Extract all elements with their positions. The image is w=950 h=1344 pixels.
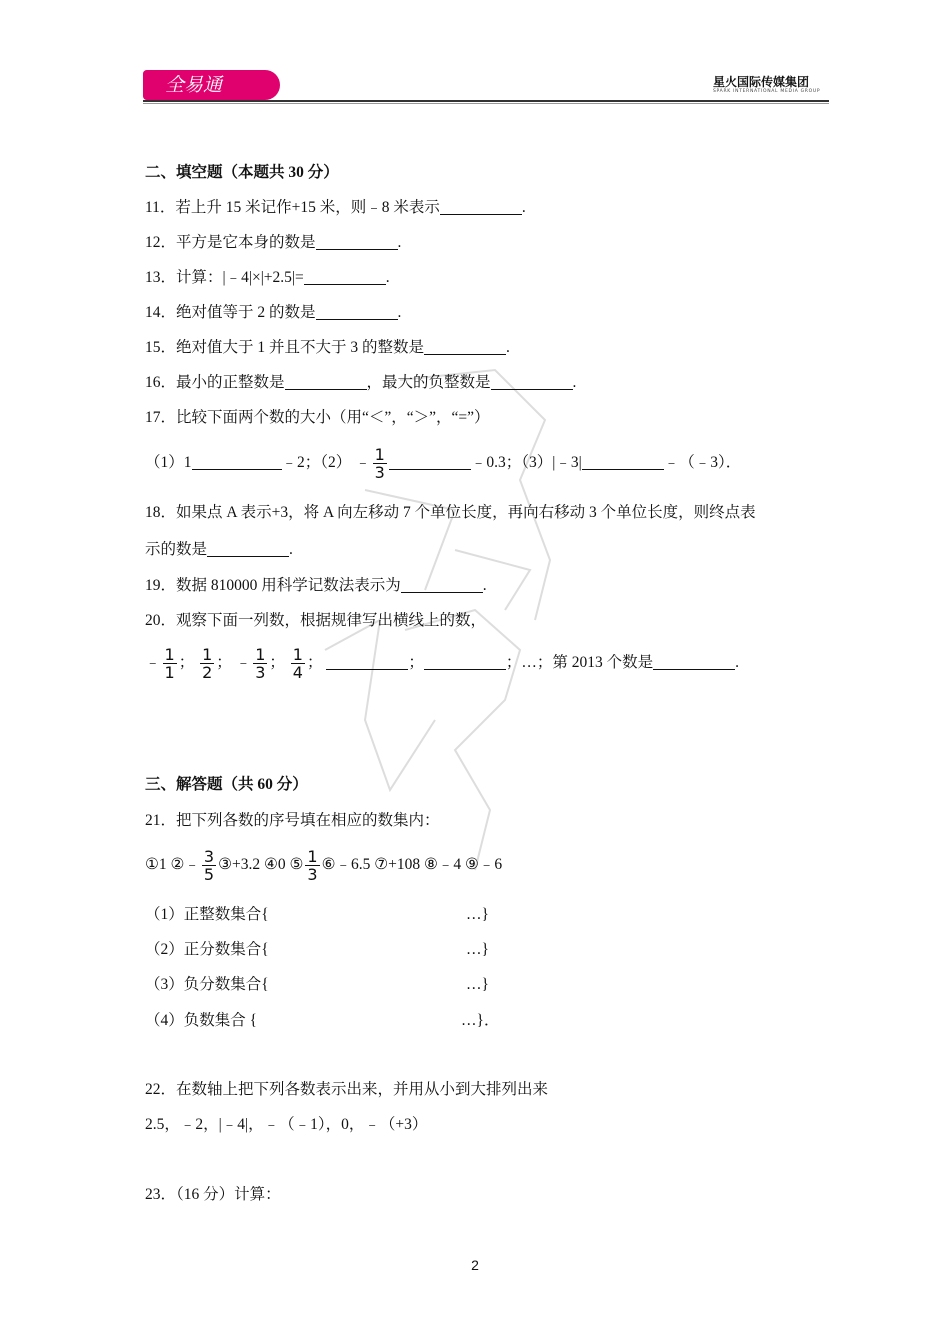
numbers-part-3: ⑥﹣6.5 ⑦+108 ⑧﹣4 ⑨﹣6: [321, 856, 503, 873]
question-22: [145, 1080, 548, 1100]
part-3-tail: ﹣（﹣3）．: [663, 454, 742, 471]
numbers-part-2: ③+3.2 ④0 ⑤: [218, 856, 304, 873]
fraction-denominator: 3: [307, 864, 318, 884]
answer-blank[interactable]: [491, 375, 573, 390]
question-16-text-a: 16．最小的正整数是: [145, 374, 285, 391]
question-15-text: 15．绝对值大于 1 并且不大于 3 的整数是: [145, 339, 425, 356]
period: .: [397, 304, 402, 321]
fraction-numerator: 1: [292, 644, 303, 664]
set-end: …}: [466, 906, 489, 923]
period: .: [482, 577, 487, 594]
question-23: [145, 1185, 281, 1205]
section-2-title: 二、填空题（本题共 30 分）: [145, 164, 339, 181]
fraction-numerator: 1: [202, 644, 213, 664]
set-label: （4）负数集合 {: [145, 1012, 258, 1029]
question-11: [145, 198, 526, 218]
answer-blank[interactable]: [207, 542, 289, 557]
question-16: [145, 373, 576, 393]
period: .: [397, 234, 402, 251]
sequence-fraction-1: [163, 646, 177, 681]
part-1-tail: ﹣2；（2）: [281, 454, 352, 471]
minus-sign: ﹣: [355, 454, 371, 471]
sequence-fraction-4: [291, 646, 305, 681]
period: .: [506, 339, 510, 356]
numbers-list: 2.5，﹣2，|﹣4|，﹣（﹣1），0，﹣（+3）: [145, 1116, 428, 1133]
question-16-text-b: ，最大的负整数是: [366, 374, 491, 391]
sequence-fraction-3: [253, 646, 267, 681]
fraction-denominator: 4: [292, 662, 303, 682]
fraction-numerator: 1: [255, 644, 266, 664]
period: .: [735, 654, 739, 671]
fraction-denominator: 3: [255, 662, 266, 682]
sequence-fraction-2: [200, 646, 214, 681]
answer-blank[interactable]: [316, 305, 398, 320]
minus-sign: ﹣: [145, 654, 161, 671]
separator: ；: [306, 654, 323, 671]
fraction-numerator: 1: [164, 644, 175, 664]
question-17-text: 17．比较下面两个数的大小（用“＜”，“＞”，“=”）: [145, 409, 490, 426]
separator: ；: [269, 654, 285, 671]
answer-blank[interactable]: [304, 270, 386, 285]
question-22-text: 22．在数轴上把下列各数表示出来，并用从小到大排列出来: [145, 1081, 549, 1098]
question-11-text: 11．若上升 15 米记作+15 米，则﹣8 米表示: [145, 199, 440, 216]
answer-blank[interactable]: [582, 455, 664, 470]
period: .: [572, 374, 577, 391]
question-21-numbers: [145, 843, 502, 887]
part-2-tail: ﹣0.3；（3）|﹣3|: [470, 454, 582, 471]
answer-blank[interactable]: [389, 455, 471, 470]
answer-blank[interactable]: [424, 340, 506, 355]
question-19: [145, 576, 487, 596]
question-20-sequence: [145, 642, 739, 684]
separator: ；: [178, 654, 195, 671]
question-23-text: 23．（16 分）计算：: [145, 1186, 281, 1203]
answer-blank[interactable]: [401, 578, 483, 593]
part-1-label: （1）1: [145, 454, 192, 471]
question-18-text-2: 示的数是: [145, 541, 208, 558]
question-17-parts: [145, 443, 741, 483]
question-20: [145, 611, 486, 631]
set-label: （2）正分数集合{: [145, 941, 269, 958]
header-rule: [143, 100, 829, 102]
fraction-denominator: 2: [202, 662, 213, 682]
set-end: …}: [466, 976, 489, 993]
fraction: [305, 848, 319, 883]
question-14: [145, 303, 401, 323]
fraction-numerator: 1: [307, 846, 318, 866]
fraction: [202, 848, 216, 883]
publisher-english-name: SPARK INTERNATIONAL MEDIA GROUP: [713, 89, 821, 94]
fraction-denominator: 3: [374, 462, 385, 482]
section-3-title: 三、解答题（共 60 分）: [145, 776, 308, 793]
period: .: [385, 269, 390, 286]
fraction: [373, 446, 387, 481]
question-18-line-2: [145, 540, 293, 560]
header-rule-thin: [143, 103, 829, 104]
answer-blank[interactable]: [285, 375, 367, 390]
answer-blank[interactable]: [316, 235, 398, 250]
question-12-text: 12．平方是它本身的数是: [145, 234, 316, 251]
question-22-numbers: [145, 1115, 427, 1135]
question-13-text: 13．计算：|﹣4|×|+2.5|=: [145, 269, 304, 286]
question-17: [145, 408, 490, 428]
brand-logo: 全易通: [143, 70, 280, 100]
period: .: [521, 199, 526, 216]
answer-blank[interactable]: [653, 655, 735, 670]
answer-blank[interactable]: [424, 655, 506, 670]
fraction-numerator: 3: [203, 846, 215, 866]
question-20-tail: ；…；第 2013 个数是: [505, 654, 654, 671]
question-20-text: 20．观察下面一列数，根据规律写出横线上的数，: [145, 612, 487, 629]
set-label: （3）负分数集合{: [145, 976, 269, 993]
minus-sign: ﹣: [235, 654, 252, 671]
separator: ；: [408, 654, 424, 671]
answer-blank[interactable]: [440, 200, 522, 215]
fraction-denominator: 1: [164, 662, 175, 682]
question-12: [145, 233, 401, 253]
set-end: …}．: [461, 1012, 500, 1029]
page-number: 2: [471, 1257, 479, 1273]
question-13: [145, 268, 390, 288]
set-end: …}: [466, 941, 489, 958]
numbers-part-1: ①1 ②﹣: [145, 856, 200, 873]
set-label: （1）正整数集合{: [145, 906, 269, 923]
question-19-text: 19．数据 810000 用科学记数法表示为: [145, 577, 401, 594]
question-15: [145, 338, 510, 358]
question-14-text: 14．绝对值等于 2 的数是: [145, 304, 316, 321]
question-21-text: 21．把下列各数的序号填在相应的数集内：: [145, 812, 440, 829]
question-18-text: 18．如果点 A 表示+3，将 A 向左移动 7 个单位长度，再向右移动 3 个单位长度，则终点表: [145, 504, 756, 521]
answer-blank[interactable]: [326, 655, 408, 670]
question-18: [145, 503, 756, 523]
separator: ；: [216, 654, 232, 671]
period: .: [289, 541, 293, 558]
publisher-name: 星火国际传媒集团: [713, 75, 810, 89]
answer-blank[interactable]: [192, 455, 282, 470]
question-21: [145, 811, 440, 831]
fraction-denominator: 5: [203, 864, 215, 884]
fraction-numerator: 1: [374, 444, 385, 464]
